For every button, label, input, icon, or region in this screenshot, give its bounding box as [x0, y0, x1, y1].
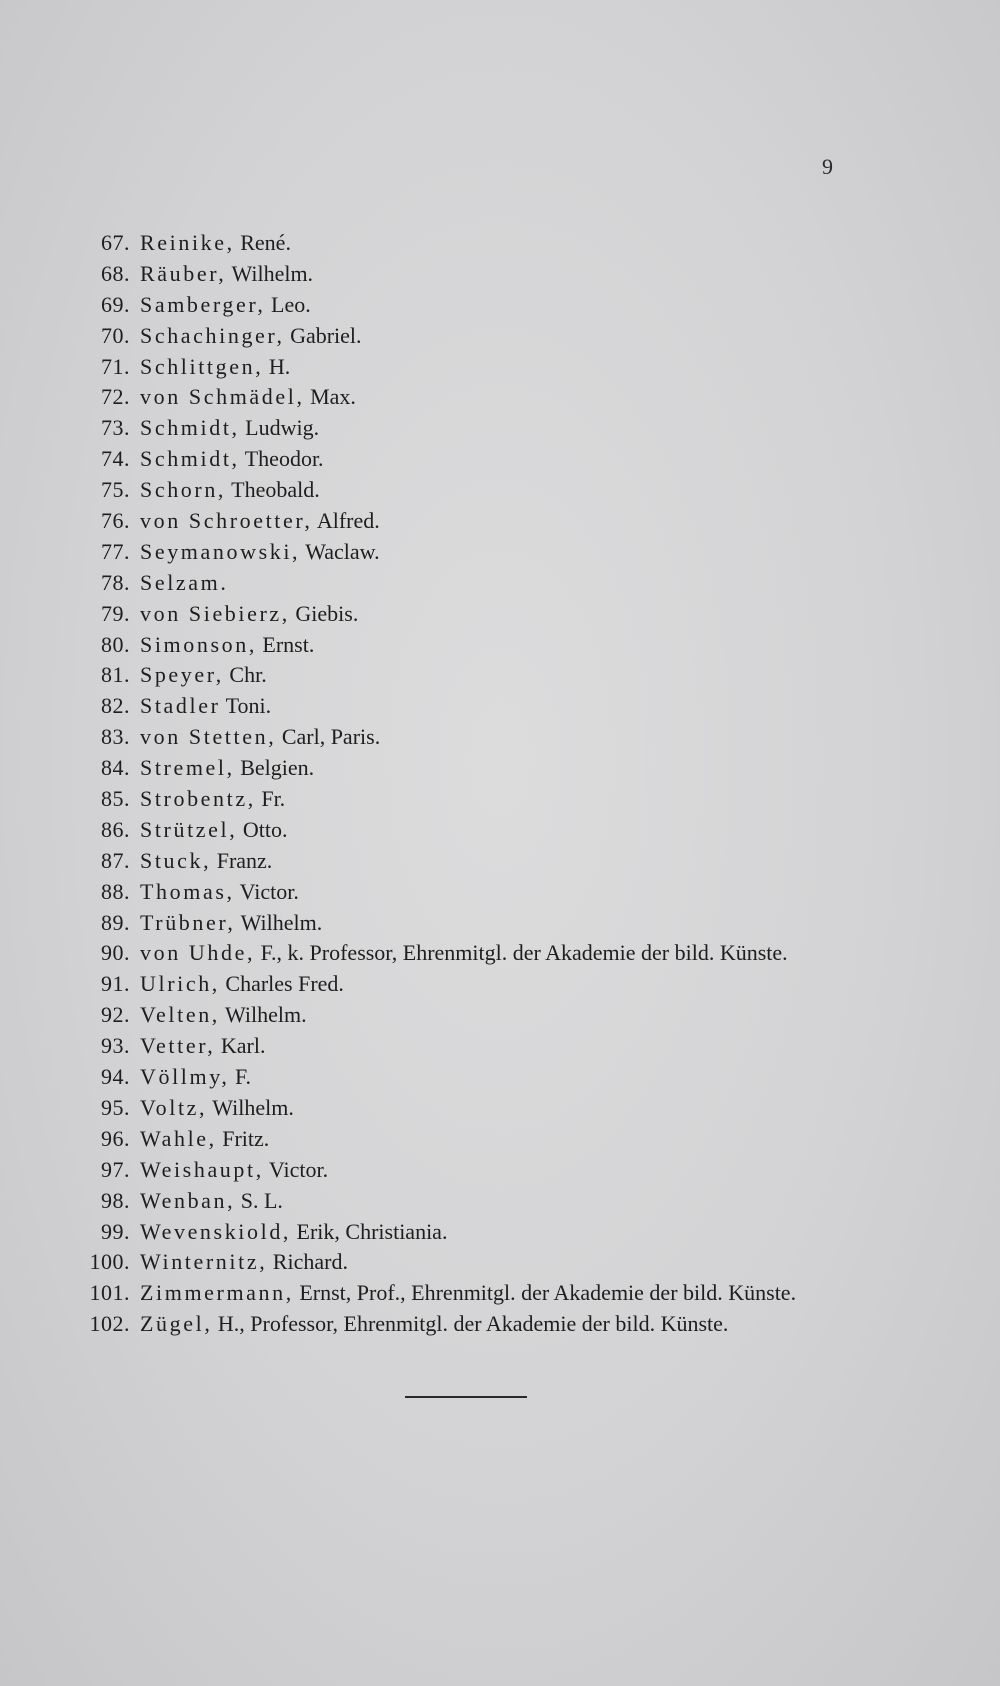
entry-details: H. [263, 353, 291, 379]
entry-name: Voltz, [140, 1094, 208, 1120]
entry-details: Ernst, Prof., Ehrenmitgl. der Akademie der bild. Künste. [293, 1280, 797, 1306]
list-item [80, 940, 960, 971]
list-item [80, 477, 960, 508]
entry-details: Gabriel. [284, 322, 362, 348]
entry-number: 89. [101, 909, 130, 935]
entry-details: Giebis. [289, 600, 359, 626]
list-item [80, 848, 960, 879]
entry-name: Schlittgen, [140, 353, 264, 379]
entry-number: 87. [101, 847, 130, 873]
list-item [80, 1188, 960, 1219]
entry-number: 77. [101, 538, 130, 564]
list-item [80, 786, 960, 817]
entry-details: Fr. [255, 786, 286, 812]
list-item [80, 632, 960, 663]
member-list [80, 230, 960, 1342]
entry-name: Strützel, [140, 816, 238, 842]
closing-rule [405, 1396, 527, 1398]
list-item [80, 1033, 960, 1064]
entry-number: 83. [101, 724, 130, 750]
list-item [80, 662, 960, 693]
entry-number: 82. [101, 693, 130, 719]
entry-number: 99. [101, 1218, 130, 1244]
entry-details: Max. [304, 384, 356, 410]
list-item [80, 323, 960, 354]
list-item [80, 1311, 960, 1342]
entry-name: Speyer, [140, 662, 224, 688]
list-item [80, 1280, 960, 1311]
entry-details: Charles Fred. [219, 971, 344, 997]
entry-number: 100. [89, 1249, 130, 1275]
entry-name: Schachinger, [140, 322, 285, 348]
entry-number: 78. [101, 569, 130, 595]
entry-details: René. [234, 230, 291, 255]
entry-name: Seymanowski, [140, 538, 301, 564]
list-item [80, 910, 960, 941]
entry-name: Schorn, [140, 477, 227, 503]
entry-name: Velten, [140, 1002, 220, 1028]
entry-name: Räuber, [140, 260, 227, 286]
list-item [80, 1002, 960, 1033]
entry-details: Victor. [263, 1156, 329, 1182]
entry-number: 71. [101, 353, 130, 379]
entry-number: 76. [101, 508, 130, 534]
entry-details: Theobald. [226, 477, 320, 503]
entry-details: Belgien. [234, 755, 315, 781]
entry-name: Schmidt, [140, 415, 240, 441]
entry-number: 80. [101, 631, 130, 657]
entry-number: 74. [101, 446, 130, 472]
entry-name: Schmidt, [140, 446, 240, 472]
entry-details: F., k. Professor, Ehrenmitgl. der Akademie der bild. Künste. [255, 940, 788, 966]
entry-number: 68. [101, 260, 130, 286]
entry-name: Thomas, [140, 878, 235, 904]
list-item [80, 1095, 960, 1126]
entry-details: Ludwig. [239, 415, 320, 441]
list-item [80, 1126, 960, 1157]
list-item [80, 879, 960, 910]
entry-details: Franz. [211, 847, 273, 873]
list-item [80, 1249, 960, 1280]
entry-name: von Uhde, [140, 940, 256, 966]
entry-details: H., Professor, Ehrenmitgl. der Akademie der bild. Künste. [212, 1311, 729, 1337]
entry-name: Ulrich, [140, 971, 220, 997]
entry-name: Wenban, [140, 1187, 236, 1213]
entry-name: Selzam. [140, 569, 229, 595]
entry-details: Waclaw. [300, 538, 380, 564]
entry-number: 73. [101, 415, 130, 441]
entry-number: 69. [101, 291, 130, 317]
list-item [80, 508, 960, 539]
entry-number: 79. [101, 600, 130, 626]
entry-number: 90. [101, 940, 130, 966]
page-number: 9 [822, 154, 833, 179]
entry-name: Stuck, [140, 847, 212, 873]
entry-name: Trübner, [140, 909, 236, 935]
entry-details: Toni. [220, 693, 272, 719]
entry-number: 94. [101, 1064, 130, 1090]
entry-details: Alfred. [312, 508, 380, 534]
entry-number: 67. [101, 230, 130, 255]
entry-number: 85. [101, 786, 130, 812]
entry-number: 102. [89, 1311, 130, 1337]
entry-name: Reinike, [140, 230, 235, 255]
entry-details: Leo. [265, 291, 311, 317]
entry-details: Karl. [215, 1033, 266, 1059]
entry-details: Otto. [237, 816, 288, 842]
entry-details: Erik, Christiania. [291, 1218, 448, 1244]
list-item [80, 693, 960, 724]
entry-name: Stadler [140, 693, 221, 719]
entry-number: 70. [101, 322, 130, 348]
entry-details: Wilhelm. [207, 1094, 294, 1120]
entry-name: Stremel, [140, 755, 235, 781]
entry-details: S. L. [235, 1187, 283, 1213]
entry-number: 96. [101, 1125, 130, 1151]
list-item [80, 261, 960, 292]
list-item [80, 817, 960, 848]
list-item [80, 755, 960, 786]
list-item [80, 971, 960, 1002]
entry-details: Carl, Paris. [276, 724, 381, 750]
entry-number: 91. [101, 971, 130, 997]
entry-number: 81. [101, 662, 130, 688]
entry-name: Zügel, [140, 1311, 213, 1337]
list-item [80, 601, 960, 632]
entry-name: von Stetten, [140, 724, 277, 750]
list-item [80, 1219, 960, 1250]
entry-number: 101. [89, 1280, 130, 1306]
entry-details: Theodor. [239, 446, 324, 472]
entry-name: von Siebierz, [140, 600, 290, 626]
list-item [80, 724, 960, 755]
entry-name: von Schmädel, [140, 384, 305, 410]
entry-number: 75. [101, 477, 130, 503]
entry-details: Victor. [234, 878, 299, 904]
entry-details: Wilhelm. [235, 909, 323, 935]
entry-name: Vetter, [140, 1033, 216, 1059]
entry-name: Winternitz, [140, 1249, 268, 1275]
entry-name: Wevenskiold, [140, 1218, 292, 1244]
entry-name: Zimmermann, [140, 1280, 294, 1306]
list-item [80, 415, 960, 446]
entry-details: F. [229, 1064, 251, 1090]
entry-name: von Schroetter, [140, 508, 313, 534]
entry-details: Richard. [267, 1249, 348, 1275]
entry-name: Wahle, [140, 1125, 217, 1151]
entry-number: 95. [101, 1094, 130, 1120]
entry-number: 84. [101, 755, 130, 781]
list-item [80, 1157, 960, 1188]
entry-details: Chr. [223, 662, 267, 688]
entry-details: Wilhelm. [226, 260, 314, 286]
list-item [80, 292, 960, 323]
list-item [80, 570, 960, 601]
entry-name: Strobentz, [140, 786, 256, 812]
entry-details: Fritz. [216, 1125, 270, 1151]
list-item [80, 384, 960, 415]
entry-name: Weishaupt, [140, 1156, 264, 1182]
entry-number: 72. [101, 384, 130, 410]
entry-number: 86. [101, 816, 130, 842]
list-item [80, 354, 960, 385]
entry-details: Wilhelm. [219, 1002, 307, 1028]
entry-number: 97. [101, 1156, 130, 1182]
list-item [80, 539, 960, 570]
entry-number: 93. [101, 1033, 130, 1059]
list-item [80, 1064, 960, 1095]
entry-number: 98. [101, 1187, 130, 1213]
entry-name: Simonson, [140, 631, 257, 657]
entry-name: Völlmy, [140, 1064, 230, 1090]
entry-details: Ernst. [256, 631, 315, 657]
entry-number: 92. [101, 1002, 130, 1028]
entry-number: 88. [101, 878, 130, 904]
list-item [80, 446, 960, 477]
list-item [80, 230, 960, 261]
entry-name: Samberger, [140, 291, 266, 317]
